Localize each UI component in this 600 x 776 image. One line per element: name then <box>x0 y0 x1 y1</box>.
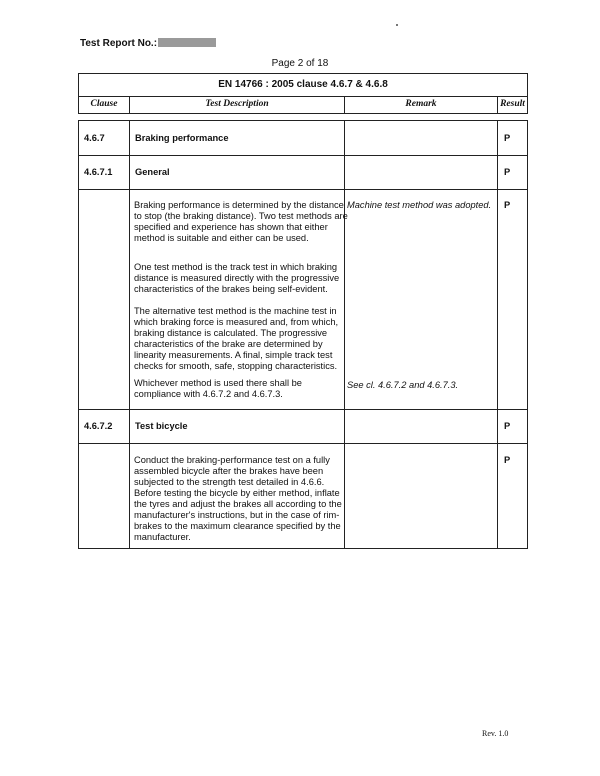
description-paragraph: Conduct the braking-performance test on a fully assembled bicycle after the brakes have been subjected to the strength test detailed in 4.6.6. Before testing the bicycle by either method, inflate the tyres and adjust the brakes all according to the manufacturer's instructions, but in the case of rim-brakes to the maximum clearance specified by the manufacturer. <box>134 455 342 542</box>
column-header-result: Result <box>500 99 525 109</box>
result-value: P <box>504 200 511 210</box>
column-divider <box>129 121 130 548</box>
description-paragraph: Braking performance is determined by the distance to stop (the braking distance). Two test methods are specified and experience has shown that either method is suitable and either can be used. <box>134 200 348 243</box>
result-value: P <box>504 421 511 431</box>
revision-label: Rev. 1.0 <box>482 729 509 738</box>
page-number: Page 2 of 18 <box>271 58 329 69</box>
section-heading: Braking performance <box>135 133 229 143</box>
description-paragraph: Whichever method is used there shall be compliance with 4.6.7.2 and 4.6.7.3. <box>134 378 302 399</box>
description-paragraph: One test method is the track test in which braking distance is measured directly with the progressive characteristics of the brakes being self-evident. <box>134 262 340 294</box>
column-header-description: Test Description <box>205 99 269 109</box>
test-table <box>78 120 528 549</box>
report-number-line <box>80 38 216 49</box>
row-divider <box>79 189 527 190</box>
speck-mark <box>396 24 398 26</box>
column-header-remark: Remark <box>405 99 437 109</box>
standard-title: EN 14766 : 2005 clause 4.6.7 & 4.6.8 <box>79 74 527 97</box>
column-header-clause: Clause <box>90 99 118 109</box>
row-divider <box>79 155 527 156</box>
remark-text: Machine test method was adopted. <box>347 200 492 210</box>
section-heading: General <box>135 167 170 177</box>
remark-text: See cl. 4.6.7.2 and 4.6.7.3. <box>347 380 459 390</box>
result-value: P <box>504 455 511 465</box>
table-header <box>78 73 528 114</box>
column-divider <box>497 121 498 548</box>
clause-number: 4.6.7 <box>84 133 105 143</box>
result-value: P <box>504 167 511 177</box>
row-divider <box>79 409 527 410</box>
report-number-label: Test Report No.: <box>80 38 158 49</box>
result-value: P <box>504 133 511 143</box>
clause-number: 4.6.7.1 <box>84 167 113 177</box>
redacted-report-number <box>158 38 216 47</box>
section-heading: Test bicycle <box>135 421 188 431</box>
row-divider <box>79 443 527 444</box>
description-paragraph: The alternative test method is the machine test in which braking force is measured and, from which, braking distance is calculated. The progressive characteristics of the brake are determined by linearity measurements. A final, simple track test checks for smooth, safe, stopping characteristics. <box>134 306 339 371</box>
clause-number: 4.6.7.2 <box>84 421 113 431</box>
